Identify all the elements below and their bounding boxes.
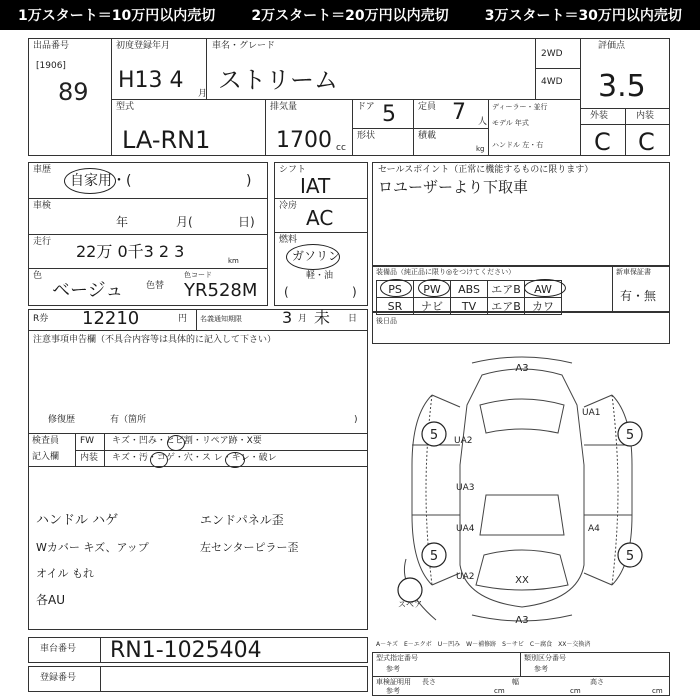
circle-mark	[167, 435, 185, 451]
handwritten-note: エンドパネル歪	[200, 513, 284, 527]
paren-close: )	[352, 285, 357, 299]
handwritten-note: Wカバー キズ、アップ	[36, 541, 149, 554]
dealer-label: ディーラー・並行	[492, 103, 548, 111]
divider	[104, 433, 105, 467]
type-ref: 参考	[386, 665, 400, 673]
chassis-value: RN1-1025404	[110, 638, 262, 663]
model-label: 型式	[116, 102, 135, 112]
lot-number: 89	[58, 78, 89, 106]
displacement-label: 排気量	[270, 102, 298, 112]
divider	[75, 433, 76, 467]
tire-front-right: 5	[625, 428, 635, 443]
chassis-label: 車台番号	[40, 644, 77, 654]
tire-rear-left: 5	[429, 549, 439, 564]
cert-ref: 参考	[386, 687, 400, 695]
car-diagram	[372, 345, 670, 627]
divider	[625, 108, 626, 156]
history-close: )	[246, 173, 252, 189]
after-registration-label: 後日品	[376, 317, 397, 325]
capacity-unit: 人	[478, 117, 488, 127]
divider	[580, 124, 670, 125]
tax-label: 名義通知期限	[200, 315, 242, 323]
handwritten-note: オイル もれ	[36, 567, 94, 580]
circle-mark	[380, 279, 412, 297]
drive-box	[535, 38, 581, 100]
length-unit: cm	[494, 687, 505, 695]
recycle-unit: 円	[178, 314, 188, 324]
shape-label: 形状	[357, 131, 376, 141]
warranty-value: 有・無	[620, 289, 657, 303]
inspection-label: 車検	[33, 201, 52, 211]
ac-label: 冷房	[279, 201, 298, 211]
recycle-value: 12210	[82, 308, 140, 329]
selling-points-label: セールスポイント（正常に機能するものに限ります）	[378, 165, 594, 175]
equipment-label: 装備品（純正品に限り◎をつけてください）	[376, 268, 516, 276]
equipment-aw: AW	[525, 281, 562, 298]
grade-label: 評価点	[598, 41, 626, 51]
divider	[100, 637, 101, 663]
notes-box	[28, 330, 368, 434]
equipment-pw: PW	[414, 281, 451, 298]
mileage-label: 走行	[33, 237, 52, 247]
divider	[75, 450, 368, 451]
interior-grade: C	[638, 128, 655, 156]
registration-box	[28, 666, 368, 692]
circle-mark	[418, 279, 450, 297]
divider	[196, 309, 197, 331]
divider	[28, 198, 268, 199]
tire-rear-right: 5	[625, 549, 635, 564]
color-change-label: 色替	[146, 281, 165, 291]
spare-label: スペア	[398, 600, 422, 609]
recycle-label: R券	[33, 314, 49, 324]
auction-banner	[0, 0, 700, 30]
color-value: ベージュ	[52, 280, 124, 301]
divider	[535, 68, 581, 69]
circle-mark	[524, 279, 566, 297]
width-unit: cm	[570, 687, 581, 695]
selling-points-value: ロユーザーより下取車	[378, 178, 529, 196]
equipment-navi: ナビ	[414, 298, 451, 315]
notes-label: 注意事項申告欄（不具合内容等は具体的に記入して下さい）	[33, 335, 277, 345]
ac-value: AC	[306, 206, 334, 230]
displacement-unit: cc	[336, 143, 346, 153]
after-registration-box	[372, 312, 670, 344]
mileage-value: 22万 0千3 2 3	[76, 242, 185, 261]
lot-label: 出品番号	[33, 41, 70, 51]
fuel-options: 軽・油	[306, 271, 334, 281]
damage-legend: A－キズ E－エクボ U－凹み W－補修跡 S－サビ C－腐食 XX－交換済	[376, 641, 591, 648]
paren-open: (	[284, 285, 289, 299]
label-a4: A4	[588, 524, 600, 534]
load-label: 積載	[418, 131, 437, 141]
color-code-value: YR528M	[184, 280, 258, 301]
inspection-month: 月(	[176, 215, 193, 229]
interior-label: 内装	[636, 111, 655, 121]
divider	[372, 676, 670, 677]
door-label: ドア	[357, 102, 375, 112]
label-xx: XX	[515, 575, 529, 586]
history-label: 車歴	[33, 165, 52, 175]
width-label: 幅	[512, 678, 519, 686]
divider	[274, 232, 368, 233]
height-label: 高さ	[590, 678, 604, 686]
handwritten-note: 各AU	[36, 593, 65, 607]
divider	[274, 198, 368, 199]
warranty-label: 新車保証書	[616, 268, 651, 276]
handwritten-note: 左センターピラー歪	[200, 541, 299, 554]
inspection-year: 年	[116, 215, 129, 229]
equipment-ps: PS	[377, 281, 414, 298]
capacity-label: 定員	[418, 102, 437, 112]
tax-date: 日	[348, 314, 358, 324]
interior-row-label: 内装	[80, 453, 99, 463]
model-value: LA-RN1	[122, 126, 211, 154]
color-label: 色	[33, 271, 43, 281]
fw-label: FW	[80, 436, 95, 446]
fuel-label: 燃料	[279, 235, 298, 245]
equipment-tv: TV	[451, 298, 488, 315]
class-number-label: 類別区分番号	[524, 654, 566, 662]
label-ua2-rear: UA2	[456, 572, 475, 582]
repair-close: )	[354, 415, 358, 425]
label-ua2-front: UA2	[454, 436, 473, 446]
tire-front-left: 5	[429, 428, 439, 443]
label-a3-top: A3	[515, 363, 529, 374]
inspection-date: 日)	[238, 215, 255, 229]
divider	[520, 652, 521, 676]
label-ua4: UA4	[456, 524, 475, 534]
height-unit: cm	[652, 687, 663, 695]
drive-2wd: 2WD	[541, 49, 563, 59]
color-code-label: 色コード	[184, 271, 212, 279]
equipment-sr: SR	[377, 298, 414, 315]
tax-status: 未	[314, 308, 331, 327]
tax-month-unit: 月	[298, 314, 308, 324]
inspector-label-2: 記入欄	[32, 452, 60, 462]
divider	[100, 666, 101, 692]
model-year-label: モデル 年式	[492, 119, 529, 127]
interior-items: キズ・汚・コゲ・穴・ス レ・キレ・破レ	[112, 453, 277, 463]
handwritten-note: ハンドル ハゲ	[36, 513, 119, 528]
length-label: 長さ	[422, 678, 436, 686]
grade-value: 3.5	[598, 69, 646, 104]
shift-label: シフト	[279, 165, 307, 175]
class-ref: 参考	[534, 665, 548, 673]
inspector-label-1: 検査員	[32, 436, 60, 446]
divider	[28, 268, 268, 269]
label-a3-bottom: A3	[515, 615, 529, 626]
banner-item: 2万スタート＝20万円以内売切	[251, 8, 449, 24]
exterior-label: 外装	[590, 111, 609, 121]
label-ua3: UA3	[456, 483, 475, 493]
equipment-airbag: エアB	[488, 281, 525, 298]
equipment-leather: カワ	[525, 298, 562, 315]
fw-items: キズ・凹み・ヒビ割・リペア跡・X要	[112, 436, 262, 446]
handle-label: ハンドル 左・右	[492, 141, 544, 149]
banner-item: 1万スタート＝10万円以内売切	[18, 8, 216, 24]
first-reg-label: 初度登録年月	[116, 41, 171, 51]
name-value: ストリーム	[218, 66, 338, 94]
drive-4wd: 4WD	[541, 77, 563, 87]
lot-code: [1906]	[36, 61, 66, 71]
tax-month: 3	[282, 308, 293, 327]
capacity-value: 7	[452, 100, 466, 125]
name-label: 車名・グレード	[212, 41, 276, 51]
displacement-value: 1700	[276, 128, 332, 153]
divider	[28, 234, 268, 235]
divider	[352, 128, 414, 129]
type-number-label: 型式指定番号	[376, 654, 418, 662]
equipment-abs: ABS	[451, 281, 488, 298]
mileage-unit: km	[228, 257, 239, 265]
divider	[413, 128, 489, 129]
registration-label: 登録番号	[40, 673, 77, 683]
equipment-airbag-2: エアB	[488, 298, 525, 315]
shift-value: IAT	[300, 174, 331, 198]
first-reg-month-unit: 月	[198, 89, 208, 99]
fuel-value: ガソリン	[292, 249, 341, 263]
repair-label: 修復歴	[48, 415, 76, 425]
door-value: 5	[382, 102, 396, 127]
load-unit: kg	[476, 145, 485, 153]
cert-label: 車検証明用	[376, 678, 411, 686]
repair-value: 有（箇所	[110, 415, 147, 425]
exterior-grade: C	[594, 128, 611, 156]
first-reg-value: H13 4	[118, 68, 184, 93]
banner-item: 3万スタート＝30万円以内売切	[484, 8, 682, 24]
history-value: 自家用・(	[70, 173, 132, 189]
label-ua1: UA1	[582, 408, 601, 418]
